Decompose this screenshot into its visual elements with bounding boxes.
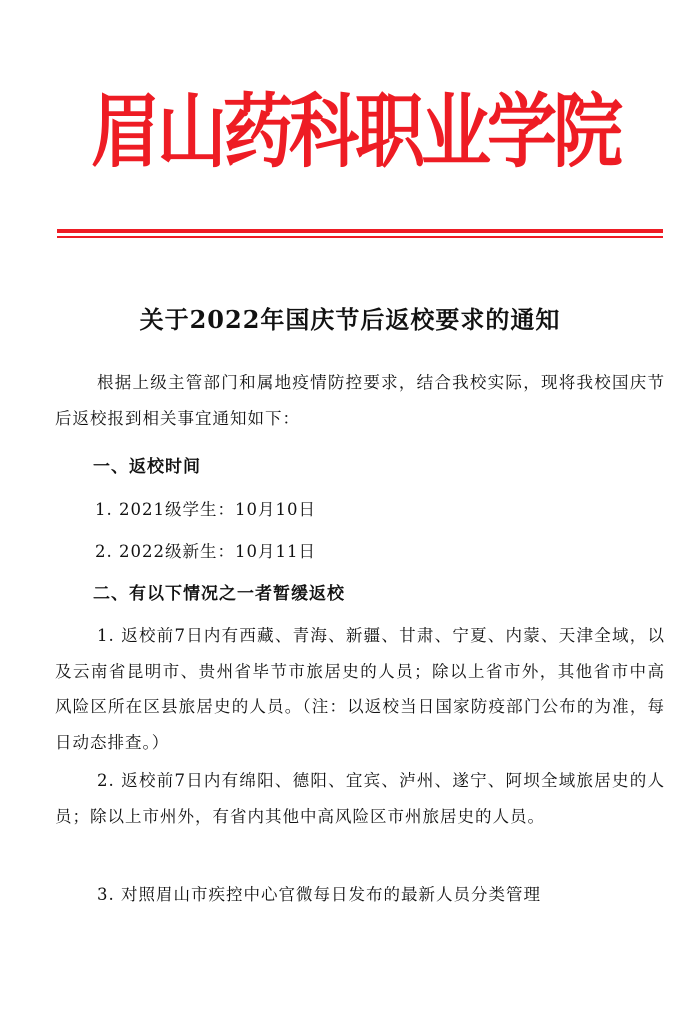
red-divider-thick [57, 229, 663, 233]
notice-title: 关于2022年国庆节后返校要求的通知 [139, 305, 561, 334]
list-paragraph: 3. 对照眉山市疾控中心官微每日发布的最新人员分类管理 [97, 885, 541, 904]
list-paragraph: 1. 返校前7日内有西藏、青海、新疆、甘肃、宁夏、内蒙、天津全域，以及云南省昆明市、贵州省毕节市旅居史的人员；除以上省市外，其他省市中高风险区所在区县旅居史的人员。（注：以返校当日国家防疫部门公布的为准，每日动态排查。） [55, 626, 665, 752]
list-item: 1. 2021级学生：10月10日 [95, 500, 316, 519]
red-divider-thin [57, 236, 663, 238]
list-item: 2. 2022级新生：10月11日 [95, 542, 316, 561]
section-heading-return-time: 一、返校时间 [93, 457, 201, 477]
intro-paragraph: 根据上级主管部门和属地疫情防控要求，结合我校实际，现将我校国庆节后返校报到相关事宜通知如下： [55, 373, 665, 428]
section-heading-deferred-return: 二、有以下情况之一者暂缓返校 [93, 584, 345, 604]
list-paragraph: 2. 返校前7日内有绵阳、德阳、宜宾、泸州、遂宁、阿坝全域旅居史的人员；除以上市州外，有省内其他中高风险区市州旅居史的人员。 [55, 771, 665, 826]
institution-name: 眉山药科职业学院 [91, 83, 619, 180]
